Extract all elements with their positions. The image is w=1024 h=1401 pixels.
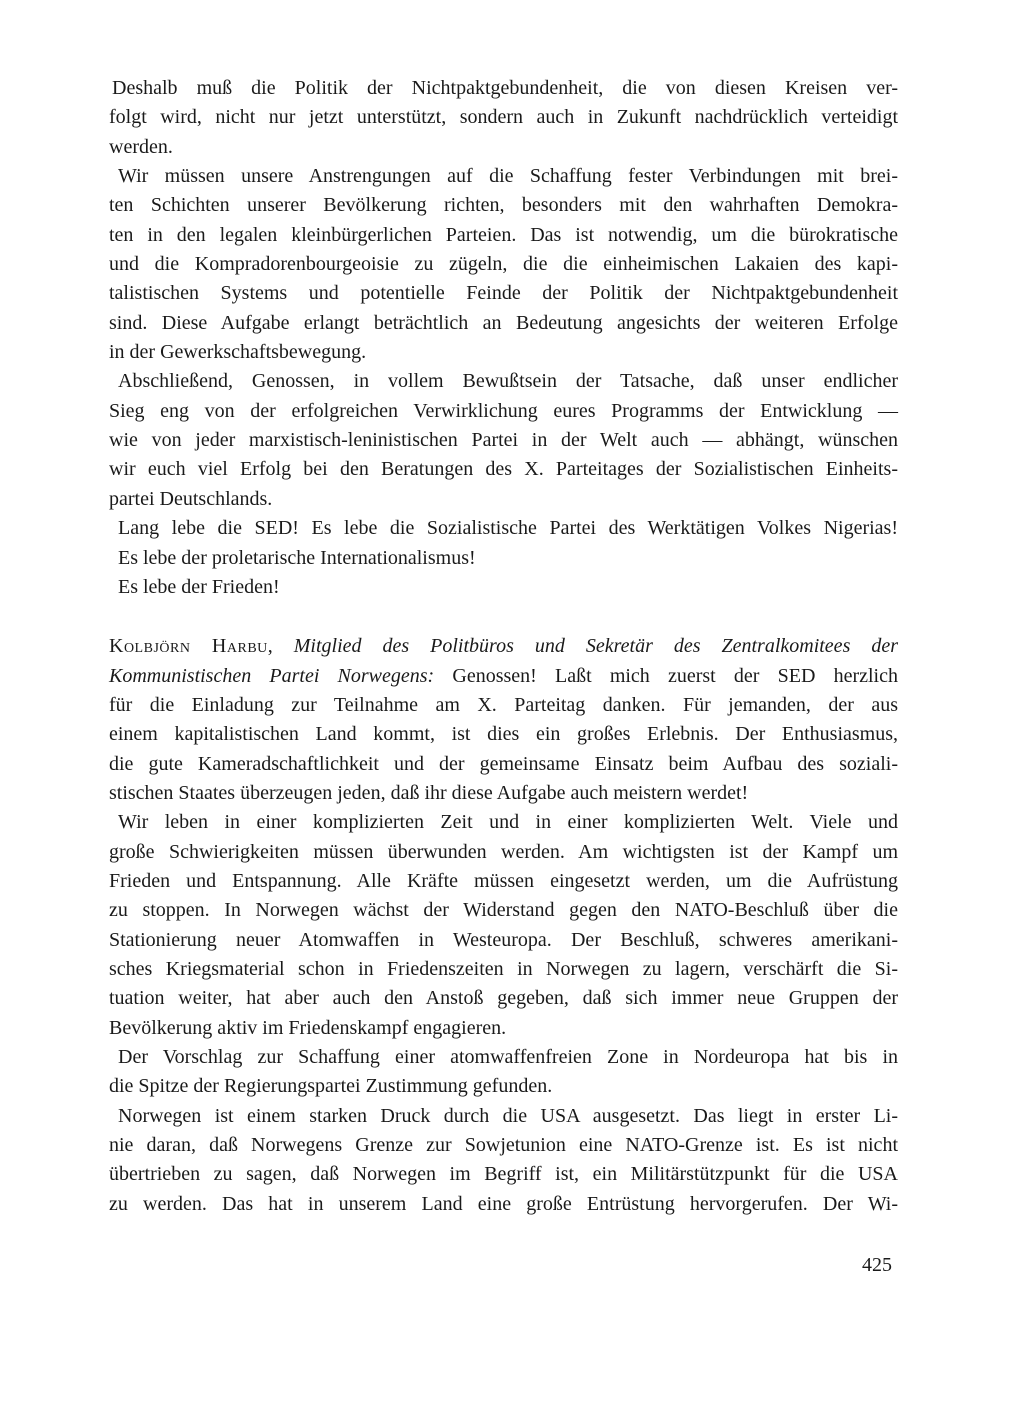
text-line: die gute Kameradschaftlichkeit und der gemeinsame Einsatz beim Aufbau des soziali- xyxy=(109,752,898,775)
text-line: zu stoppen. In Norwegen wächst der Widerstand gegen den NATO-Beschluß über die xyxy=(109,899,898,922)
speech-opening: Genossen! Laßt mich zuerst der SED herzlich xyxy=(434,664,898,687)
speaker-role: Mitglied des Politbüros und Sekretär des Zentralkomitees der xyxy=(293,635,898,658)
text-line: Wir müssen unsere Anstrengungen auf die Schaffung fester Verbindungen mit brei- xyxy=(118,165,898,188)
page-number: 425 xyxy=(862,1254,892,1276)
text-line: folgt wird, nicht nur jetzt unterstützt, sondern auch in Zukunft nachdrücklich verteidigt xyxy=(109,106,898,129)
speech-header-line xyxy=(109,662,898,691)
text-line: Stationierung neuer Atomwaffen in Westeuropa. Der Beschluß, schweres amerikani- xyxy=(109,928,898,951)
speaker-role-cont: Kommunistischen Partei Norwegens: xyxy=(109,664,435,687)
text-line: die Spitze der Regierungspartei Zustimmung gefunden. xyxy=(109,1075,553,1098)
text-line: in der Gewerkschaftsbewegung. xyxy=(109,341,367,364)
text-line: ten in den legalen kleinbürgerlichen Parteien. Das ist notwendig, um die bürokratische xyxy=(109,223,898,246)
text-line: stischen Staates überzeugen jeden, daß ihr diese Aufgabe auch meistern werdet! xyxy=(109,781,749,804)
text-line: zu werden. Das hat in unserem Land eine große Entrüstung hervorgerufen. Der Wi- xyxy=(109,1192,898,1215)
speech-paragraph xyxy=(109,632,898,808)
text-line: Abschließend, Genossen, in vollem Bewußtsein der Tatsache, daß unser endlicher xyxy=(118,370,898,393)
text-line: wir euch viel Erfolg bei den Beratungen des X. Parteitages der Sozialistischen Einheits- xyxy=(109,458,898,481)
text-line: große Schwierigkeiten müssen überwunden werden. Am wichtigsten ist der Kampf um xyxy=(109,840,898,863)
paragraph xyxy=(109,1102,898,1219)
paragraph xyxy=(109,808,898,1043)
slogan-line: Es lebe der Frieden! xyxy=(118,575,280,598)
text-line: Wir leben in einer komplizierten Zeit und in einer komplizierten Welt. Viele und xyxy=(118,811,898,834)
speech-header-line: Kolbjörn Harbu, Mitglied des Politbüros und Sekretär des Zentralkomitees der xyxy=(109,635,898,658)
paragraph xyxy=(109,162,898,367)
text-line: einem kapitalistischen Land kommt, ist dies ein großes Erlebnis. Der Enthusiasmus, xyxy=(109,723,898,746)
text-line: sind. Diese Aufgabe erlangt beträchtlich an Bedeutung angesichts der weiteren Erfolge xyxy=(109,311,898,334)
text-line: talistischen Systems und potentielle Feinde der Politik der Nichtpaktgebundenheit xyxy=(109,282,898,305)
text-line: ten Schichten unserer Bevölkerung richten, besonders mit den wahrhaften Demokra- xyxy=(109,194,898,217)
text-line: für die Einladung zur Teilnahme am X. Parteitag danken. Für jemanden, der aus xyxy=(109,693,898,716)
text-line: Bevölkerung aktiv im Friedenskampf engagieren. xyxy=(109,1016,507,1039)
text-line: Frieden und Entspannung. Alle Kräfte müssen eingesetzt werden, um die Aufrüstung xyxy=(109,869,898,892)
slogans xyxy=(112,514,898,602)
paragraph xyxy=(109,367,898,514)
text-line: Deshalb muß die Politik der Nichtpaktgebundenheit, die von diesen Kreisen ver- xyxy=(112,77,898,99)
text-line: tuation weiter, hat aber auch den Anstoß gegeben, daß sich immer neue Gruppen der xyxy=(109,987,898,1010)
text-line: Sieg eng von der erfolgreichen Verwirklichung eures Programms der Entwicklung — xyxy=(109,399,898,422)
text-line: Norwegen ist einem starken Druck durch die USA ausgesetzt. Das liegt in erster Li- xyxy=(118,1104,898,1127)
slogan-line: Lang lebe die SED! Es lebe die Sozialistische Partei des Werktätigen Volkes Nigerias! xyxy=(118,517,898,540)
speaker-name: Kolbjörn Harbu xyxy=(109,635,268,658)
text-line: partei Deutschlands. xyxy=(109,487,273,510)
paragraph xyxy=(109,1043,898,1102)
text-line: Der Vorschlag zur Schaffung einer atomwaffenfreien Zone in Nordeuropa hat bis in xyxy=(118,1046,898,1068)
text-line: übertrieben zu sagen, daß Norwegen im Begriff ist, ein Militärstützpunkt für die USA xyxy=(109,1163,898,1186)
text-line: und die Kompradorenbourgeoisie zu zügeln, die die einheimischen Lakaien des kapi- xyxy=(109,253,898,276)
text-line: werden. xyxy=(109,135,173,158)
slogan-line: Es lebe der proletarische Internationalismus! xyxy=(118,546,476,569)
text-line: wie von jeder marxistisch-leninistischen Partei in der Welt auch — abhängt, wünschen xyxy=(109,429,898,452)
paragraph xyxy=(109,74,898,162)
text-line: sches Kriegsmaterial schon in Friedenszeiten in Norwegen zu lagern, verschärft die Si- xyxy=(109,957,898,980)
page-body xyxy=(109,74,898,1219)
text-line: nie daran, daß Norwegens Grenze zur Sowjetunion eine NATO-Grenze ist. Es ist nicht xyxy=(109,1134,898,1157)
